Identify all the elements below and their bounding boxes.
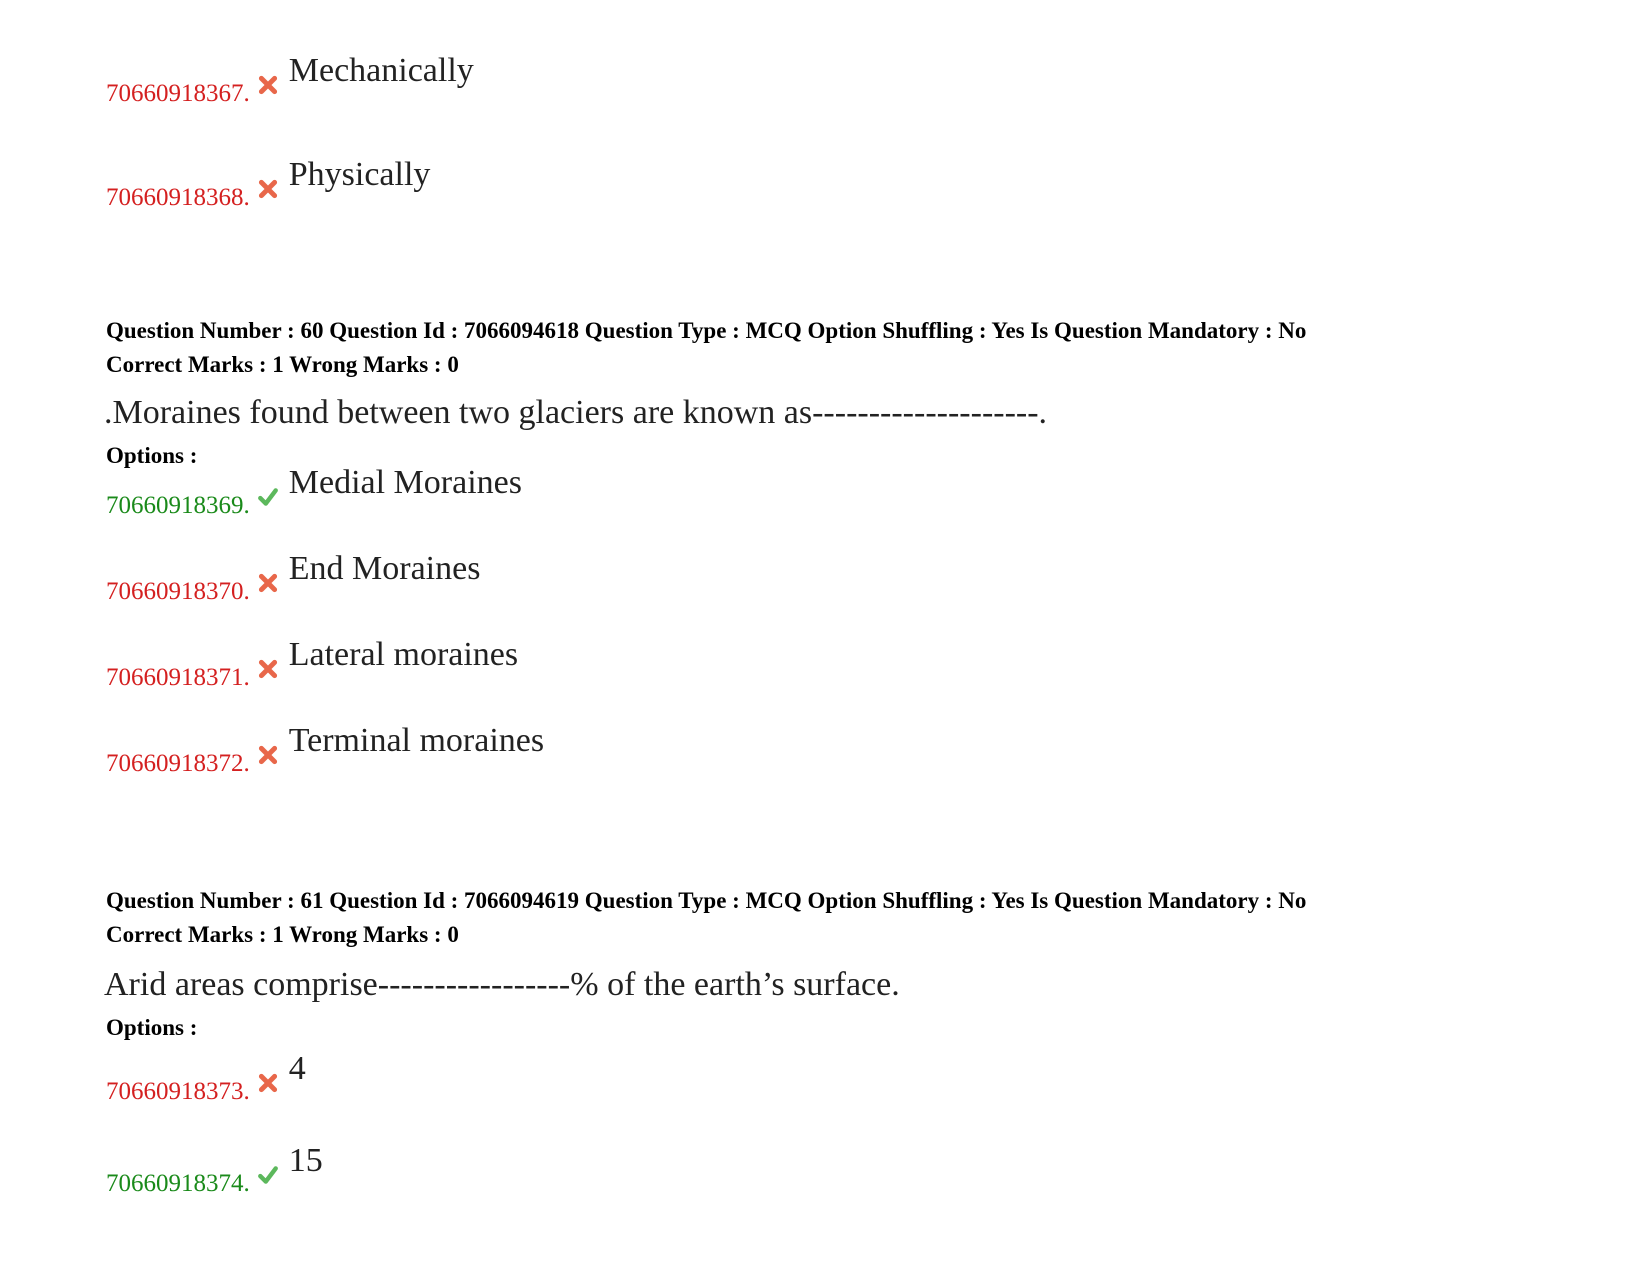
option-row [106, 464, 522, 519]
option-id: 70660918370. [106, 578, 250, 605]
options-label: Options : [106, 1015, 198, 1040]
option-text: Physically [288, 156, 431, 193]
option-id: 70660918374. [106, 1170, 250, 1197]
option-row [106, 52, 474, 107]
question-marks: Correct Marks : 1 Wrong Marks : 0 [106, 352, 459, 377]
option-row [106, 1050, 306, 1105]
option-text: Terminal moraines [288, 722, 545, 759]
cross-icon [257, 744, 279, 766]
option-text: 4 [288, 1050, 306, 1087]
option-id: 70660918373. [106, 1078, 250, 1105]
question-marks: Correct Marks : 1 Wrong Marks : 0 [106, 922, 459, 947]
option-row [106, 1142, 323, 1197]
option-text: Medial Moraines [288, 464, 522, 501]
cross-icon [257, 178, 279, 200]
option-row [106, 722, 545, 777]
cross-icon [257, 1072, 279, 1094]
question-text: Arid areas comprise-----------------% of the earth’s surface. [104, 966, 900, 1003]
option-row [106, 636, 519, 691]
option-text: Mechanically [288, 52, 474, 89]
option-id: 70660918371. [106, 664, 250, 691]
check-icon [257, 1164, 279, 1186]
option-id: 70660918372. [106, 750, 250, 777]
option-id: 70660918367. [106, 80, 250, 107]
question-text: .Moraines found between two glaciers are known as--------------------. [104, 394, 1048, 431]
options-label: Options : [106, 443, 198, 468]
cross-icon [257, 74, 279, 96]
option-row [106, 550, 481, 605]
cross-icon [257, 658, 279, 680]
option-id: 70660918368. [106, 184, 250, 211]
option-text: 15 [288, 1142, 323, 1179]
option-row [106, 156, 431, 211]
question-meta: Question Number : 61 Question Id : 7066094619 Question Type : MCQ Option Shuffling : Yes Is Question Mandatory : No [106, 888, 1307, 913]
option-text: End Moraines [288, 550, 481, 587]
question-meta: Question Number : 60 Question Id : 7066094618 Question Type : MCQ Option Shuffling : Yes Is Question Mandatory : No [106, 318, 1307, 343]
option-id: 70660918369. [106, 492, 250, 519]
cross-icon [257, 572, 279, 594]
option-text: Lateral moraines [288, 636, 519, 673]
check-icon [257, 486, 279, 508]
